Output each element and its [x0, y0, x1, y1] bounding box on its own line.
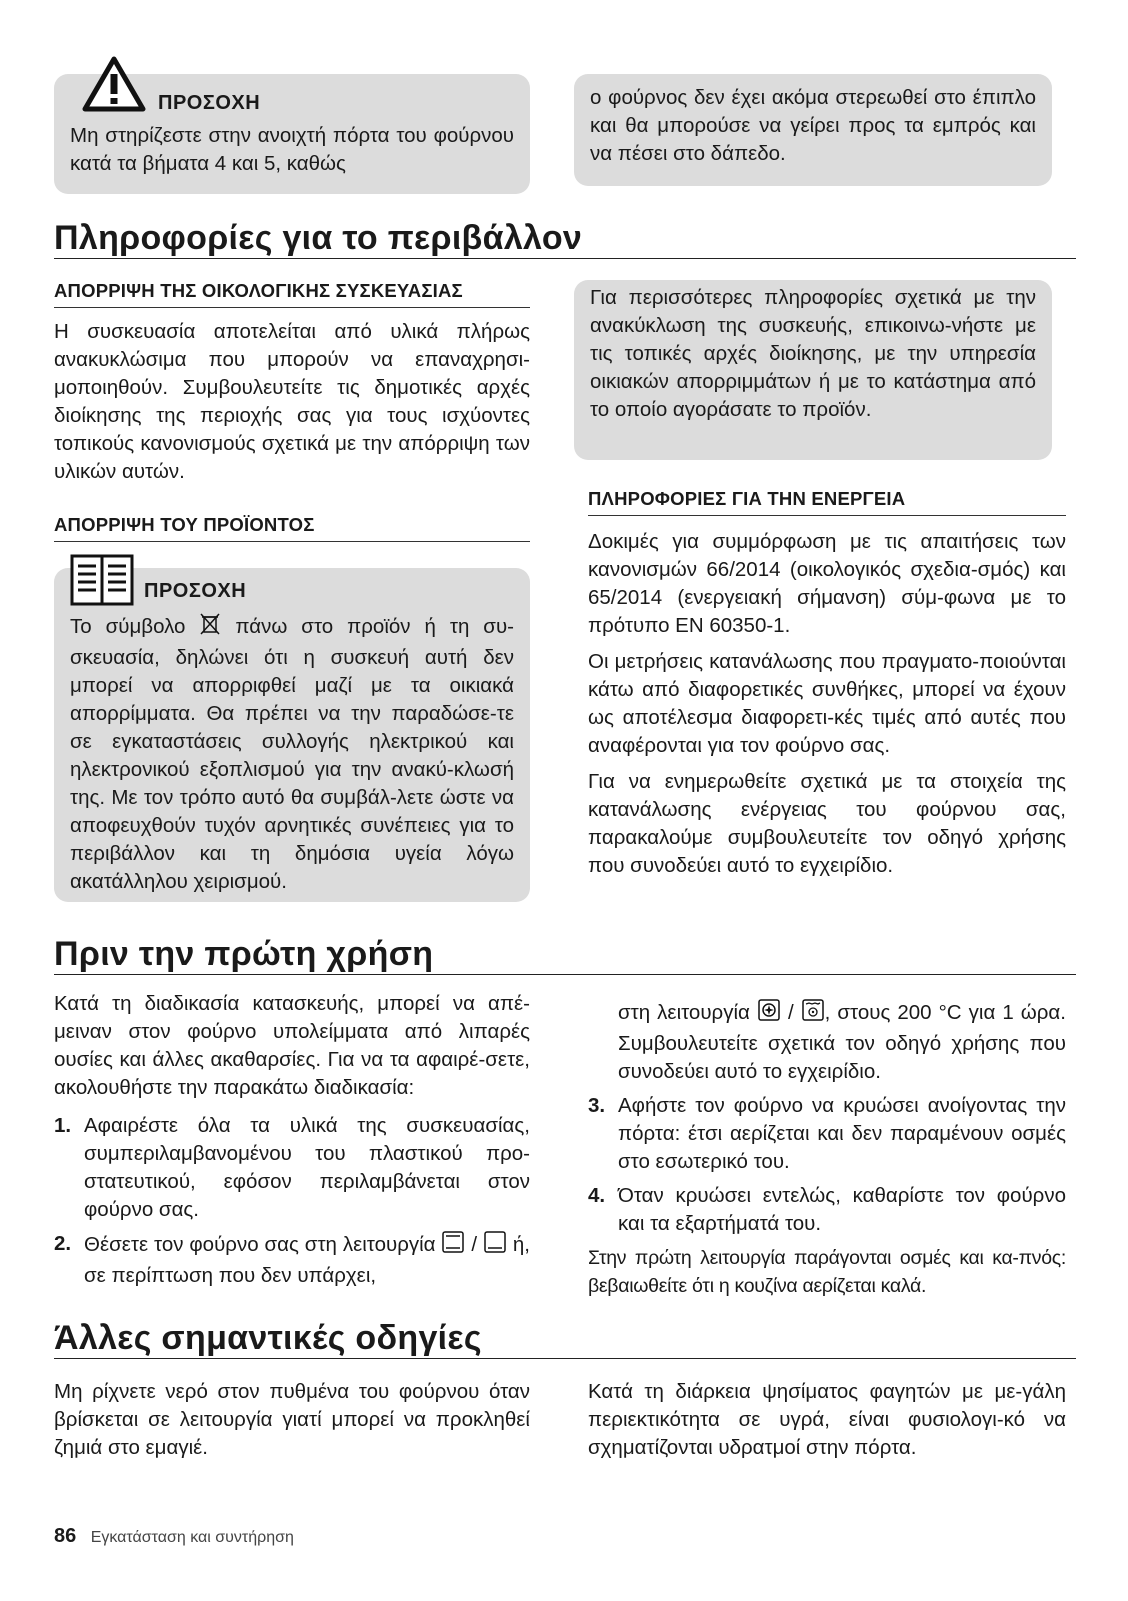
- symbol-explanation: πάνω στο προϊόν ή τη συ-σκευασία, δηλώνει ότι η συσκευή αυτή δεν μπορεί να απορριφθεί μαζί με τα οικιακά απορρίμματα. Θα πρέπει να την παραδώσε-τε σε εγκαταστάσεις συλλογής ηλεκτρικού και ηλεκτρονικού εξοπλισμού για την ανακύ-κλωσή της. Με τον τρόπο αυτό θα συμβάλ-λετε ώστε να αποφευχθούν τυχόν αρνητικές συνέπειες για το περιβάλλον και τη δημόσια υγεία λόγω ακατάλληλου χειρισμού.: [70, 615, 515, 893]
- step-text-continued: ή, σε περίπτωση που δεν υπάρχει,: [84, 1233, 530, 1287]
- step-2: [54, 1230, 530, 1290]
- section-name: Εγκατάσταση και συντήρηση: [90, 1529, 294, 1546]
- caution-header: [70, 80, 514, 122]
- bottom-heat-icon: [483, 1230, 507, 1262]
- step-number: 4.: [588, 1184, 606, 1207]
- first-use-intro: Κατά τη διαδικασία κατασκευής, μπορεί να απέ-μειναν στον φούρνο υπολείμματα από λιπαρές ουσίες και άλλες ακαθαρσίες. Για να τα αφαιρέ-σετε, ακολουθήστε την παρακάτω διαδικασία:: [54, 992, 530, 1099]
- first-use-right: [588, 998, 1066, 1300]
- first-use-steps: [54, 1112, 530, 1290]
- caution-box-left: [54, 74, 530, 194]
- step-text: Όταν κρυώσει εντελώς, καθαρίστε τον φούρνο και τα εξαρτήματά του.: [618, 1184, 1066, 1235]
- fan-grill-icon: [801, 998, 825, 1030]
- energy-subheading: ΠΛΗΡΟΦΟΡΙΕΣ ΓΙΑ ΤΗΝ ΕΝΕΡΓΕΙΑ: [588, 488, 1066, 516]
- fan-icon: [757, 998, 781, 1030]
- step-number: 1.: [54, 1114, 72, 1137]
- energy-paragraph-3: Για να ενημερωθείτε σχετικά με τα στοιχεία της κατανάλωσης ενέργειας του φούρνου σας, παρακαλούμε συμβουλευτείτε τον οδηγό χρήσης που συνοδεύει αυτό το εγχειρίδιο.: [588, 770, 1066, 877]
- product-caution-header: [70, 572, 514, 612]
- caution-box-right: [574, 74, 1052, 186]
- caution-text-continued: ο φούρνος δεν έχει ακόμα στερεωθεί στο έπιπλο και θα μπορούσε να γείρει προς τα εμπρός και να πέσει στο δάπεδο.: [590, 86, 1036, 165]
- packaging-subheading: ΑΠΟΡΡΙΨΗ ΤΗΣ ΟΙΚΟΛΟΓΙΚΗΣ ΣΥΣΚΕΥΑΣΙΑΣ: [54, 280, 530, 308]
- warning-triangle-icon: [82, 56, 146, 117]
- mode-separator: /: [471, 1233, 478, 1256]
- first-use-heading: Πριν την πρώτη χρήση: [54, 934, 1076, 975]
- product-disposal-subheading: ΑΠΟΡΡΙΨΗ ΤΟΥ ΠΡΟΪΟΝΤΟΣ: [54, 514, 530, 542]
- manual-book-icon: [70, 554, 134, 611]
- first-use-left: [54, 990, 530, 1296]
- product-caution-title: ΠΡΟΣΟΧΗ: [144, 580, 247, 602]
- step-text: Αφήστε τον φούρνο να κρυώσει ανοίγοντας την πόρτα: έτσι αερίζεται και δεν παραμένουν οσμές στο εσωτερικό του.: [618, 1094, 1066, 1173]
- step-text: Αφαιρέστε όλα τα υλικά της συσκευασίας, συμπεριλαμβανομένου του πλαστικού προ-στατευτικού, εφόσον περιλαμβάνεται στον φούρνο σας.: [84, 1114, 530, 1221]
- energy-paragraph-1: Δοκιμές για συμμόρφωση με τις απαιτήσεις των κανονισμών 66/2014 (οικολογικός σχεδια-σμός) και 65/2014 (ενεργειακή σήμανση) σύμ-φωνα με το πρότυπο EN 60350-1.: [588, 530, 1066, 637]
- product-caution-text: [70, 612, 514, 896]
- other-right-text: Κατά τη διάρκεια ψησίματος φαγητών με με-γάλη περιεκτικότητα σε υγρά, είναι φυσιολογι-κό να σχηματίζονται υδρατμοί στην πόρτα.: [588, 1380, 1066, 1459]
- step-number: 3.: [588, 1094, 606, 1117]
- other-left-text: Μη ρίχνετε νερό στον πυθμένα του φούρνου όταν βρίσκεται σε λειτουργία γιατί μπορεί να προκληθεί ζημιά στο εμαγιέ.: [54, 1380, 530, 1459]
- first-use-steps-continued: [588, 998, 1066, 1238]
- recycling-info-box: [574, 280, 1052, 460]
- symbol-intro: Το σύμβολο: [70, 615, 186, 638]
- packaging-text: Η συσκευασία αποτελείται από υλικά πλήρως ανακυκλώσιμα που μπορούν να επαναχρησι-μοποιηθούν. Συμβουλευτείτε τις δημοτικές αρχές διοίκησης της περιοχής σας για τους ισχύοντες τοπικούς κανονισμούς σχετικά με την απόρριψη των υλικών αυτών.: [54, 320, 530, 483]
- product-caution-box: [54, 568, 530, 902]
- top-bottom-heat-icon: [441, 1230, 465, 1262]
- step-text-end: , στους 200 °C για 1 ώρα. Συμβουλευτείτε σχετικά τον οδηγό χρήσης που συνοδεύει αυτό το εγχειρίδιο.: [618, 1001, 1066, 1083]
- step-3: [588, 1092, 1066, 1176]
- step-text: Θέσετε τον φούρνο σας στη λειτουργία: [84, 1233, 436, 1256]
- step-1: [54, 1112, 530, 1224]
- caution-text: Μη στηρίζεστε στην ανοιχτή πόρτα του φούρνου κατά τα βήματα 4 και 5, καθώς: [70, 124, 514, 175]
- step-4: [588, 1182, 1066, 1238]
- environment-heading: Πληροφορίες για το περιβάλλον: [54, 218, 1076, 259]
- step-2-continued: [588, 998, 1066, 1086]
- step-text: στη λειτουργία: [618, 1001, 750, 1024]
- first-use-note: Στην πρώτη λειτουργία παράγονται οσμές και κα-πνός: βεβαιωθείτε ότι η κουζίνα αερίζεται καλά.: [588, 1247, 1066, 1297]
- step-number: 2.: [54, 1232, 72, 1255]
- energy-paragraph-2: Οι μετρήσεις κατανάλωσης που πραγματο-ποιούνται κάτω από διαφορετικές συνθήκες, μπορεί να έχουν ως αποτέλεσμα διαφορετι-κές τιμές από αυτές που αναφέρονται για τον φούρνο σας.: [588, 650, 1066, 757]
- page-number: 86: [54, 1525, 77, 1547]
- crossed-bin-icon: [199, 612, 221, 644]
- mode-separator: /: [787, 1001, 794, 1024]
- energy-text: [588, 528, 1066, 880]
- page-footer: [54, 1525, 294, 1548]
- caution-title: ΠΡΟΣΟΧΗ: [158, 92, 261, 114]
- recycling-info-text: Για περισσότερες πληροφορίες σχετικά με την ανακύκλωση της συσκευής, επικοινω-νήστε με τις τοπικές αρχές διοίκησης, με την υπηρεσία οικιακών απορριμμάτων ή με το κατάστημα από το οποίο αγοράσατε το προϊόν.: [590, 286, 1036, 421]
- other-instructions-heading: Άλλες σημαντικές οδηγίες: [54, 1318, 1076, 1359]
